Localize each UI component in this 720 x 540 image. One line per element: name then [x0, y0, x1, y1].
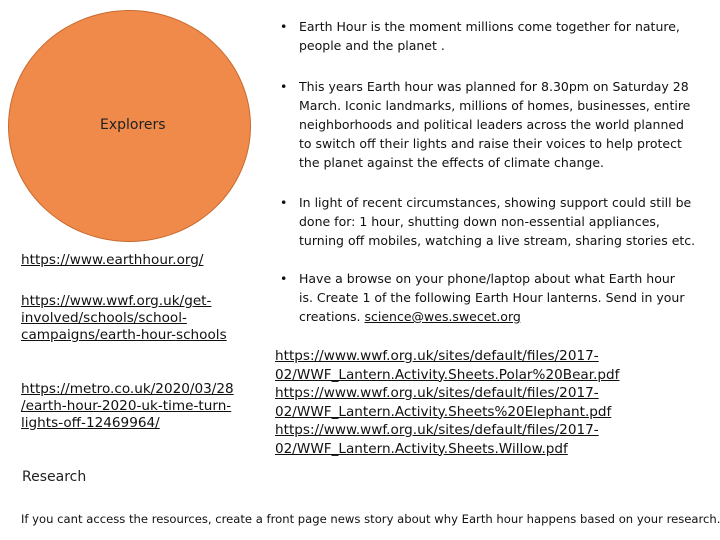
polar-bear-lantern-link[interactable]: [275, 347, 619, 384]
willow-lantern-link[interactable]: [275, 421, 619, 458]
bullet-line: In light of recent circumstances, showing support could still be: [299, 195, 692, 210]
metro-article-link[interactable]: [21, 381, 234, 432]
lantern-resources: [275, 347, 619, 458]
bullet-line: people and the planet .: [299, 38, 445, 53]
link-line: https://www.wwf.org.uk/get-: [21, 293, 212, 309]
bullet-item: [280, 17, 680, 55]
bullet-line: [299, 307, 685, 326]
bullet-dot: •: [280, 195, 288, 210]
bullet-line: March. Iconic landmarks, millions of homes, businesses, entire: [299, 98, 691, 113]
bullet-line: to switch off their lights and raise their voices to help protect: [299, 136, 682, 151]
bullet-item: [280, 193, 696, 250]
link-line: https://www.wwf.org.uk/sites/default/files/2017-: [275, 385, 599, 401]
link-line: https://www.earthhour.org/: [21, 252, 204, 268]
bullet-dot: •: [280, 271, 288, 286]
link-line: https://metro.co.uk/2020/03/28: [21, 381, 234, 397]
email-link[interactable]: science@wes.swecet.org: [364, 309, 521, 324]
bullet-text: creations.: [299, 309, 365, 324]
link-line: 02/WWF_Lantern.Activity.Sheets.Polar%20Bear.pdf: [275, 366, 620, 383]
bullet-line: turning off mobiles, watching a live stream, sharing stories etc.: [299, 233, 696, 248]
research-label: Research: [22, 469, 87, 485]
elephant-lantern-link[interactable]: [275, 384, 619, 421]
link-line: lights-off-12469964/: [21, 415, 160, 431]
wwf-schools-link[interactable]: [21, 293, 227, 344]
earthhour-link[interactable]: [21, 252, 203, 269]
bullet-line: This years Earth hour was planned for 8.30pm on Saturday 28: [299, 79, 689, 94]
bullet-line: the planet against the effects of climate change.: [299, 155, 605, 170]
link-line: 02/WWF_Lantern.Activity.Sheets.Willow.pdf: [275, 440, 568, 457]
link-line: involved/schools/school-: [21, 310, 187, 326]
link-line: /earth-hour-2020-uk-time-turn-: [21, 398, 232, 414]
bullet-line: Have a browse on your phone/laptop about what Earth hour: [299, 271, 675, 286]
link-line: https://www.wwf.org.uk/sites/default/files/2017-: [275, 422, 599, 438]
bullet-line: neighborhoods and political leaders across the world planned: [299, 117, 684, 132]
bullet-item: [280, 77, 691, 172]
bullet-dot: •: [280, 79, 288, 94]
explorers-label: Explorers: [100, 117, 166, 133]
bullet-line: is. Create 1 of the following Earth Hour lanterns. Send in your: [299, 290, 685, 305]
link-line: campaigns/earth-hour-schools: [21, 327, 227, 343]
link-line: 02/WWF_Lantern.Activity.Sheets%20Elephant.pdf: [275, 403, 612, 420]
bullet-line: done for: 1 hour, shutting down non-essential appliances,: [299, 214, 660, 229]
link-line: https://www.wwf.org.uk/sites/default/files/2017-: [275, 348, 599, 364]
bullet-line: Earth Hour is the moment millions come together for nature,: [299, 19, 680, 34]
bullet-dot: •: [280, 19, 288, 34]
bullet-item: [280, 269, 685, 326]
footer-note: If you cant access the resources, create a front page news story about why Earth hour happens based on your research.: [21, 512, 720, 526]
